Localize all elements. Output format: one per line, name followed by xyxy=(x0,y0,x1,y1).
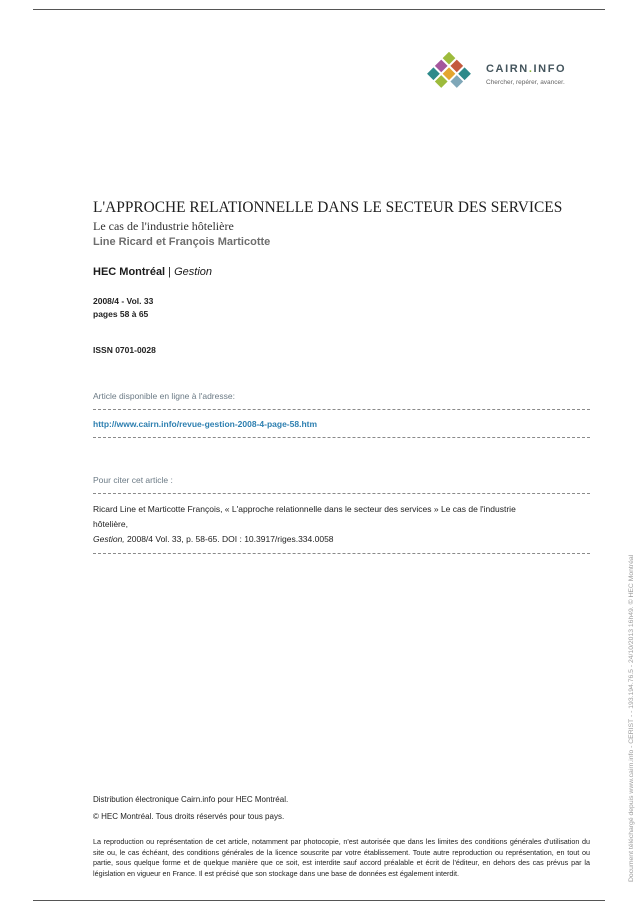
citation-line-3 xyxy=(93,532,590,547)
copyright-note: © HEC Montréal. Tous droits réservés pour tous pays. xyxy=(93,812,285,821)
publisher-name: HEC Montréal xyxy=(93,266,166,278)
journal-name: Gestion xyxy=(174,266,213,278)
top-rule xyxy=(33,9,605,10)
legal-notice: La reproduction ou représentation de cet article, notamment par photocopie, n'est autorisée que dans les limites des conditions générales d'utilisation du site ou, le cas échéant, des conditions générales de la licence souscrite par votre établissement. Toute autre reproduction ou représentation, en tout ou partie, sous quelque forme et de quelque manière que ce soit, est interdite sauf accord préalable et écrit de l'éditeur, en dehors des cas prévus par la législation en vigueur en France. Il est précisé que son stockage dans une base de données est également interdit. xyxy=(93,837,590,878)
bottom-rule xyxy=(33,900,605,901)
citation-journal: Gestion, xyxy=(93,534,125,544)
distribution-note: Distribution électronique Cairn.info pour HEC Montréal. xyxy=(93,795,289,804)
citation-line-1: Ricard Line et Marticotte François, « L'approche relationnelle dans le secteur des services » Le cas de l'industrie xyxy=(93,504,516,514)
cairn-diamond-icon xyxy=(418,52,480,94)
divider xyxy=(93,493,590,494)
publisher-line xyxy=(93,266,212,278)
pages-info: pages 58 à 65 xyxy=(93,309,149,319)
cairn-tagline: Chercher, repérer, avancer. xyxy=(486,79,565,86)
divider xyxy=(93,409,590,410)
volume-info: 2008/4 - Vol. 33 xyxy=(93,296,154,306)
publisher-separator: | xyxy=(165,266,175,278)
online-label: Article disponible en ligne à l'adresse: xyxy=(93,391,235,401)
cairn-brand: CAIRN.INFO xyxy=(486,63,567,75)
cite-label: Pour citer cet article : xyxy=(93,475,173,485)
citation-details: 2008/4 Vol. 33, p. 58-65. DOI : 10.3917/riges.334.0058 xyxy=(124,534,334,544)
article-url-link[interactable]: http://www.cairn.info/revue-gestion-2008-4-page-58.htm xyxy=(93,419,318,429)
article-subtitle: Le cas de l'industrie hôtelière xyxy=(93,219,234,233)
article-title: L'APPROCHE RELATIONNELLE DANS LE SECTEUR DES SERVICES xyxy=(93,199,563,216)
cairn-logo[interactable] xyxy=(418,52,588,94)
divider xyxy=(93,553,590,554)
issn-info: ISSN 0701-0028 xyxy=(93,345,156,355)
article-authors: Line Ricard et François Marticotte xyxy=(93,236,271,248)
citation-line-2: hôtelière, xyxy=(93,519,128,529)
citation-text xyxy=(93,502,590,547)
download-watermark: Document téléchargé depuis www.cairn.info - CERIST - - 193.194.76.5 - 24/10/2013 16h49. © HEC Montréal xyxy=(628,554,635,882)
divider xyxy=(93,437,590,438)
